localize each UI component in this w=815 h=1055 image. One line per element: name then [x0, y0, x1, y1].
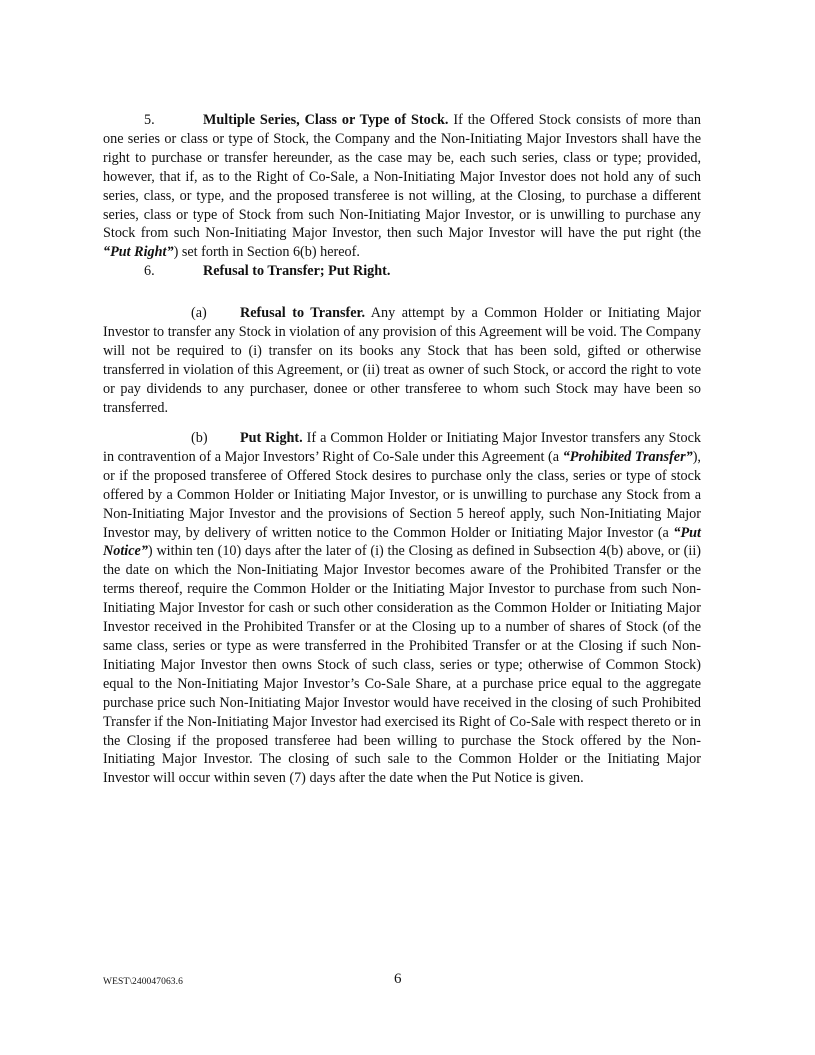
section-6-number: 6. — [144, 263, 155, 279]
section-5-text-2: ) set forth in Section 6(b) hereof. — [173, 244, 360, 261]
section-6-heading: Refusal to Transfer; Put Right. — [203, 263, 391, 279]
prohibited-transfer-defined-term: “Prohibited Transfer” — [562, 448, 693, 465]
section-6a-paragraph — [103, 304, 701, 417]
section-6a-heading: Refusal to Transfer. — [240, 305, 366, 321]
page-number: 6 — [394, 971, 402, 987]
section-6b-text-1: If a Common Holder or Initiating Major Investor transfers any Stock in contravention of a Major Investors’ Right of Co-Sale under this Agreement (a — [103, 430, 701, 465]
section-5-heading: Multiple Series, Class or Type of Stock. — [203, 112, 449, 128]
section-6a-number: (a) — [191, 305, 207, 321]
section-5-paragraph — [103, 111, 701, 262]
footer-document-id: WEST\240047063.6 — [103, 977, 183, 987]
section-5-number: 5. — [144, 112, 155, 128]
section-6b-text-3: ) within ten (10) days after the later of (i) the Closing as defined in Subsection 4(b) above, or (ii) the date on which the Non-Initiating Major Investor becomes aware of the Prohibited Transfer or the terms thereof, require the Common Holder or the Initiating Major Investor to purchase from such Non-Initiating Major Investor for cash or such other consideration as the Common Holder or Initiating Major Investor received in the Prohibited Transfer or at the Closing up to a number of shares of Stock (of the same class, series or type as were transferred in the Prohibited Transfer or at the Closing if such Non-Initiating Major Investor then owns Stock of such class, series or type; otherwise of Common Stock) equal to the Non-Initiating Major Investor’s Co-Sale Share, at a purchase price equal to the aggregate purchase price such Non-Initiating Major Investor would have received in the closing of such Prohibited Transfer if the Non-Initiating Major Investor had exercised its Right of Co-Sale with respect thereto or in the Closing if the proposed transferee had been willing to purchase the Stock offered by the Non-Initiating Major Investor. The closing of such sale to the Common Holder or the Initiating Major Investor will occur within seven (7) days after the date when the Put Notice is given. — [103, 543, 701, 787]
section-5-text-1: If the Offered Stock consists of more than one series or class or type of Stock, the Company and the Non-Initiating Major Investors shall have the right to purchase or transfer hereunder, as the case may be, each such series, class or type; provided, however, that if, as to the Right of Co-Sale, a Non-Initiating Major Investor does not hold any of such series, class, or type, and the proposed transferee is not willing, at the Closing, to purchase a different series, class or type of Stock from such Non-Initiating Major Investor, or is unwilling to purchase any Stock from such Non-Initiating Major Investor, then such Major Investor will have the put right (the — [103, 112, 701, 242]
section-6b-text-2: ), or if the proposed transferee of Offered Stock desires to purchase only the class, series or type of stock offered by a Common Holder or Initiating Major Investor, or is unwilling to purchase any Stock from a Non-Initiating Major Investor and the provisions of Section 5 hereof apply, such Non-Initiating Major Investor may, by delivery of written notice to the Common Holder or Initiating Major Investor (a — [103, 448, 701, 541]
put-right-defined-term: “Put Right” — [103, 244, 174, 261]
section-6b-heading: Put Right. — [240, 430, 303, 446]
section-6b-paragraph — [103, 429, 701, 788]
section-6-heading-line — [103, 262, 701, 281]
put-notice-defined-term: “Put Notice” — [103, 524, 701, 560]
section-6a-text: Any attempt by a Common Holder or Initiating Major Investor to transfer any Stock in violation of any provision of this Agreement will be void. The Company will not be required to (i) transfer on its books any Stock that has been sold, gifted or otherwise transferred in violation of this Agreement, or (ii) treat as owner of such Stock, or accord the right to vote or pay dividends to any purchaser, donee or other transferee to whom such Stock may have been so transferred. — [103, 305, 701, 416]
section-6b-number: (b) — [191, 430, 208, 446]
